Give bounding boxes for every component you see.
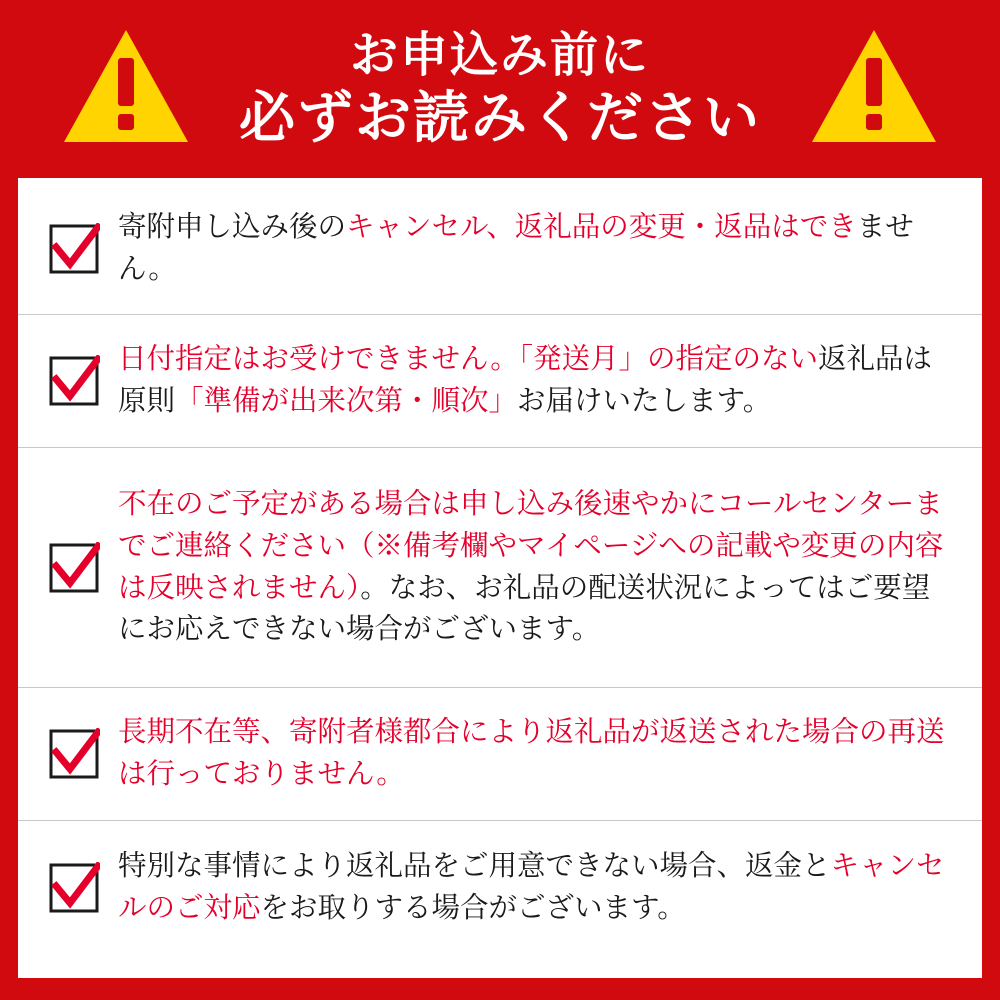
warning-triangle-icon bbox=[62, 28, 190, 144]
notice-segment: 「準備が出来次第・順次」 bbox=[175, 385, 518, 417]
list-item bbox=[18, 184, 982, 315]
notice-text bbox=[118, 846, 956, 929]
notice-segment: 寄附申し込み後の bbox=[118, 211, 347, 244]
notice-text bbox=[118, 484, 956, 650]
notice-segment: キャンセル、返礼品の変更・返品はでき bbox=[346, 211, 857, 244]
notice-segment: 日付指定はお受けできません。「発送月」の指定のない bbox=[118, 343, 818, 376]
warning-triangle-icon bbox=[810, 28, 938, 144]
header-title-line2: 必ずお読みください bbox=[239, 85, 761, 149]
list-item bbox=[18, 315, 982, 448]
banner-header bbox=[0, 0, 1000, 178]
notice-segment: キャンセルのご対応 bbox=[118, 849, 945, 924]
notice-text bbox=[118, 207, 956, 290]
list-item bbox=[18, 688, 982, 821]
header-title-line1: お申込み前に bbox=[349, 28, 650, 82]
notice-segment: ません。 bbox=[118, 211, 914, 285]
checkbox-checked-icon bbox=[48, 223, 100, 275]
notice-segment: お届けいたします。 bbox=[517, 385, 772, 417]
checkbox-checked-icon bbox=[48, 728, 100, 780]
notice-text bbox=[118, 339, 956, 422]
notice-segment: をお取りする場合がございます。 bbox=[260, 891, 686, 924]
list-item bbox=[18, 448, 982, 688]
checkbox-checked-icon bbox=[48, 355, 100, 407]
notice-list-panel bbox=[18, 178, 982, 978]
notice-segment: 長期不在等、寄附者様都合により返礼品が返送された場合の再送は行っておりません。 bbox=[118, 716, 945, 790]
list-item bbox=[18, 821, 982, 954]
notice-text bbox=[118, 712, 956, 795]
notice-segment: 。なお、お礼品の配送状況によってはご要望にお応えできない場合がございます。 bbox=[118, 571, 931, 646]
notice-segment: 特別な事情により返礼品をご用意できない場合、返金と bbox=[118, 849, 831, 882]
notice-segment: 返礼品は原則 bbox=[118, 343, 932, 417]
checkbox-checked-icon bbox=[48, 542, 100, 594]
notice-segment: 不在のご予定がある場合は申し込み後速やかにコールセンターまでご連絡ください（※備考欄やマイページへの記載や変更の内容は反映されません） bbox=[118, 488, 944, 604]
checkbox-checked-icon bbox=[48, 862, 100, 914]
